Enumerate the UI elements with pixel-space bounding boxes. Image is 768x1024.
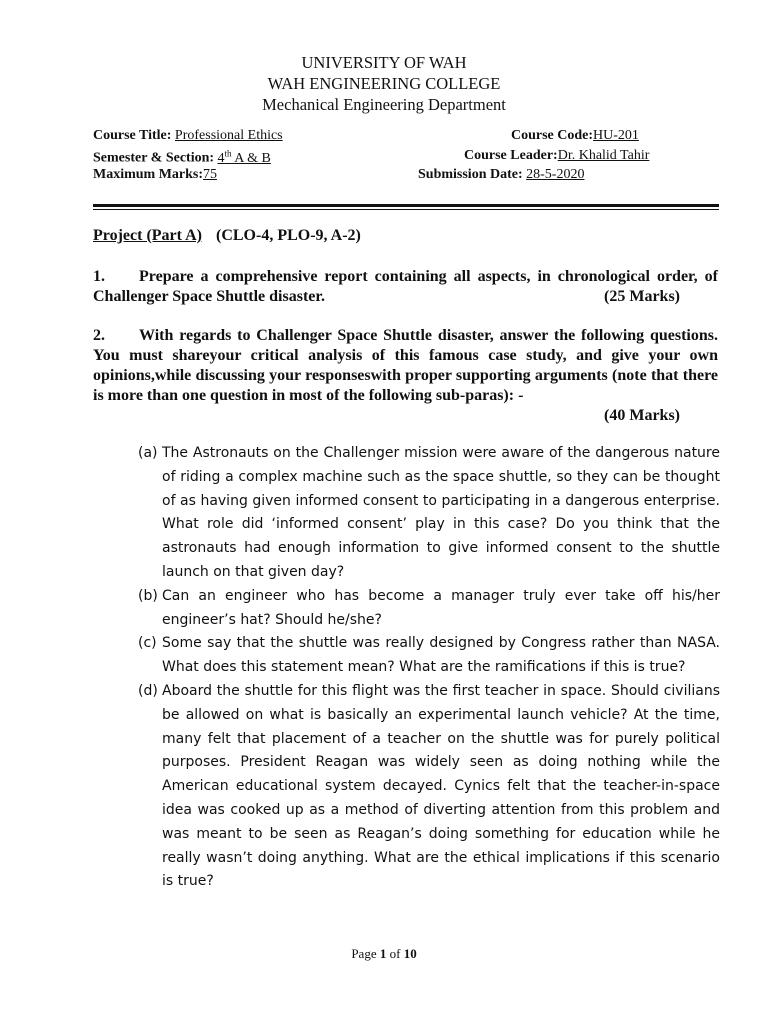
sub-para-c [138, 632, 720, 680]
sub-para-label: (d) [138, 682, 158, 699]
semester-number: 4 [217, 150, 225, 166]
question-marks: (25 Marks) [604, 288, 680, 305]
divider-thick [93, 204, 719, 207]
sub-para-a [138, 442, 720, 585]
course-leader-label: Course Leader: [464, 148, 558, 163]
info-row-semester [93, 148, 723, 168]
sub-para-b [138, 585, 720, 633]
course-code-value: HU-201 [593, 128, 639, 143]
max-marks-value: 75 [203, 167, 218, 182]
info-row-marks [93, 167, 723, 187]
question-marks: (40 Marks) [604, 407, 680, 424]
sub-paragraphs [138, 442, 720, 894]
semester-label: Semester & Section: [93, 150, 215, 166]
course-title-label: Course Title: [93, 128, 172, 143]
course-code-label: Course Code: [511, 128, 594, 143]
project-title: Project (Part A) [93, 227, 202, 244]
page-total: 10 [403, 946, 417, 961]
sub-para-text: Some say that the shuttle was really designed by Congress rather than NASA. What does this statement mean? What are the ramifications if this is true? [162, 635, 720, 676]
document-header [0, 52, 768, 115]
submission-date-label: Submission Date: [418, 167, 523, 182]
page-footer [0, 946, 768, 962]
project-heading [93, 227, 361, 245]
course-leader-value: Dr. Khalid Tahir [557, 148, 650, 163]
semester-suffix: th [224, 148, 232, 158]
semester-sections: A & B [231, 150, 271, 166]
question-text: Prepare a comprehensive report containing all aspects, in chronological order, of Challenger Space Shuttle disaster. [93, 268, 718, 305]
semester-value [217, 148, 271, 166]
question-1 [93, 267, 718, 307]
sub-para-label: (a) [138, 445, 158, 461]
department-name: Mechanical Engineering Department [262, 95, 506, 114]
question-text: With regards to Challenger Space Shuttle disaster, answer the following questions. You must shareyour critical analysis of this famous case study, and give your own opinions,while discussing your responseswith proper supporting arguments (note that there is more than one question in most of the following sub-paras): - [93, 327, 718, 404]
question-2 [93, 326, 718, 426]
question-number: 2. [93, 327, 105, 344]
college-name: WAH ENGINEERING COLLEGE [267, 74, 501, 93]
sub-para-text: Can an engineer who has become a manager truly ever take off his/her engineer’s hat? Should he/she? [162, 587, 720, 628]
max-marks-label: Maximum Marks: [93, 167, 204, 182]
sub-para-label: (b) [138, 587, 158, 604]
submission-date-value: 28-5-2020 [526, 167, 585, 182]
divider-thin [93, 209, 719, 210]
page-word: Page [351, 946, 377, 961]
university-name: UNIVERSITY OF WAH [301, 53, 467, 72]
project-codes: (CLO-4, PLO-9, A-2) [215, 227, 361, 244]
of-word: of [389, 946, 401, 961]
sub-para-d [138, 680, 720, 894]
page-current: 1 [379, 946, 387, 961]
info-row-course [93, 128, 723, 148]
course-title-value: Professional Ethics [174, 128, 283, 143]
sub-para-text: The Astronauts on the Challenger mission were aware of the dangerous nature of riding a complex machine such as the space shuttle, so they can be thought of as having given informed consent to participating in a dangerous enterprise. What role did ‘informed consent’ play in this case? Do you think that the astronauts had enough information to give informed consent to the shuttle launch on that given day? [162, 445, 720, 580]
sub-para-label: (c) [138, 635, 157, 652]
question-number: 1. [93, 268, 105, 285]
sub-para-text: Aboard the shuttle for this flight was the first teacher in space. Should civilians be allowed on what is basically an experimental launch vehicle? At the time, many felt that placement of a teacher on the shuttle was for purely political purposes. President Reagan was widely seen as doing nothing while the American educational system decayed. Cynics felt that the teacher-in-space idea was cooked up as a method of diverting attention from this problem and was meant to be seen as Reagan’s doing something for education while he really wasn’t doing anything. What are the ethical implications if this scenario is true? [162, 682, 720, 890]
